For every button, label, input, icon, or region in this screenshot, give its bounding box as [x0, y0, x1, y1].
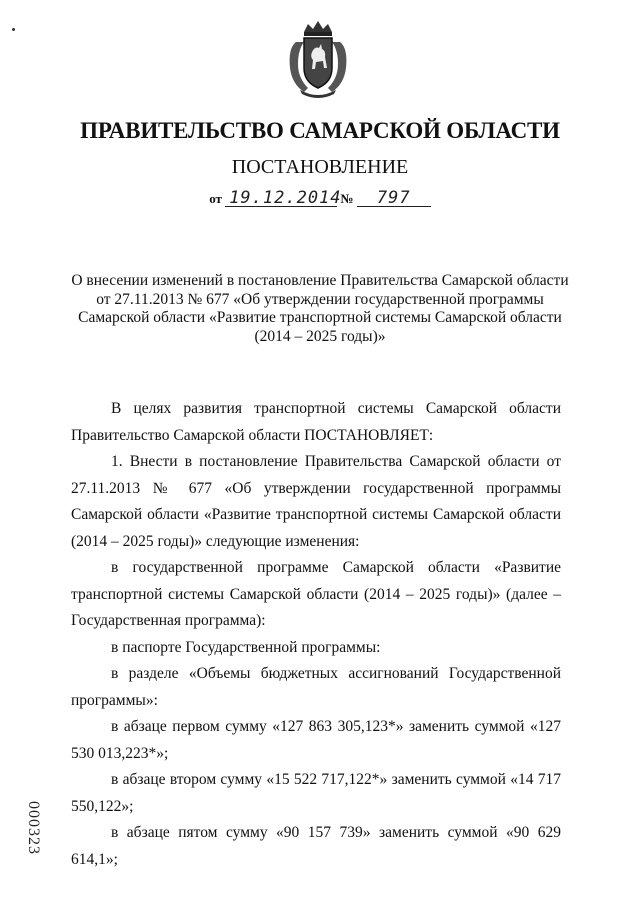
- scan-speck: [12, 28, 15, 31]
- body-paragraph: 1. Внести в постановление Правительства Самарской области от 27.11.2013 № 677 «Об утверждении государственной программы Самарской области «Развитие транспортной системы Самарской области (2014 – 2025 годы)» следующие изменения:: [71, 453, 561, 550]
- body-paragraph: в абзаце первом сумму «127 863 305,123*» заменить суммой «127 530 013,223*»;: [71, 718, 561, 762]
- side-stamp-number: 000323: [25, 801, 42, 855]
- handwritten-date: 19.12.2014: [225, 190, 337, 207]
- body-paragraph: в абзаце пятом сумму «90 157 739» заменить суммой «90 629 614,1»;: [71, 824, 561, 868]
- document-title: [70, 272, 570, 346]
- number-prefix: №: [340, 191, 354, 206]
- organization-name: ПРАВИТЕЛЬСТВО САМАРСКОЙ ОБЛАСТИ: [80, 118, 560, 143]
- body-paragraph: в разделе «Объемы бюджетных ассигнований Государственной программы»:: [71, 665, 561, 709]
- title-line: Самарской области «Развитие транспортной системы Самарской области: [78, 309, 562, 326]
- body-paragraph: в паспорте Государственной программы:: [111, 638, 381, 656]
- side-stamp: [18, 788, 48, 868]
- title-line: от 27.11.2013 № 677 «Об утверждении государственной программы: [96, 290, 544, 308]
- document-body: [71, 396, 561, 873]
- body-paragraph: в абзаце втором сумму «15 522 717,122*» заменить суммой «14 717 550,122»;: [71, 771, 561, 815]
- body-paragraph: В целях развития транспортной системы Самарской области Правительство Самарской области ПОСТАНОВЛЯЕТ:: [71, 400, 561, 444]
- body-paragraph: в государственной программе Самарской области «Развитие транспортной системы Самарской области (2014 – 2025 годы)» (далее – Государственная программа):: [71, 559, 561, 629]
- date-prefix: от: [209, 191, 222, 206]
- date-number-line: [0, 190, 640, 207]
- title-line: (2014 – 2025 годы)»: [254, 327, 386, 345]
- handwritten-number: 797: [357, 190, 431, 207]
- coat-of-arms-icon: [282, 18, 354, 100]
- title-line: О внесении изменений в постановление Правительства Самарской области: [71, 272, 569, 289]
- document-type: ПОСТАНОВЛЕНИЕ: [231, 156, 409, 178]
